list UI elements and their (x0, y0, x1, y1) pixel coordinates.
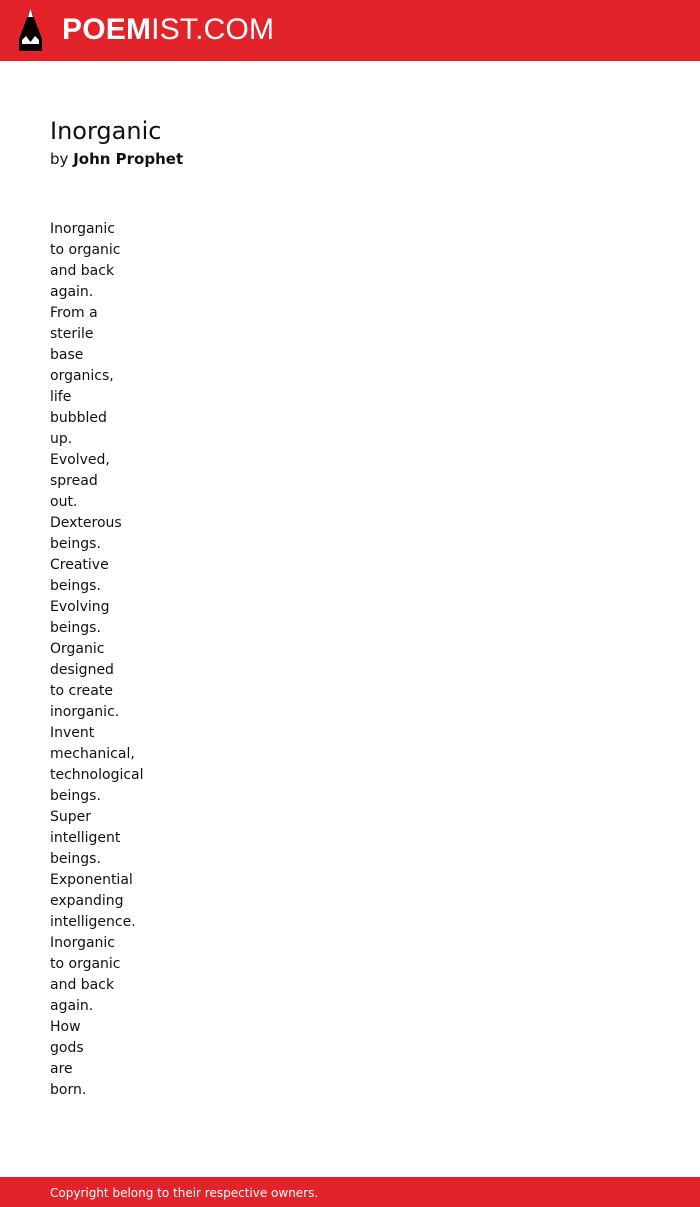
poem-line: Super (50, 809, 92, 825)
poem-line: designed (50, 662, 114, 678)
poem-line: Evolved, (50, 452, 110, 468)
logo-bold-text: POEM (62, 13, 152, 46)
poem-line: beings. (50, 536, 101, 552)
poem-line: Invent (50, 725, 95, 741)
site-header (0, 0, 700, 61)
poem-line: intelligence. (50, 914, 136, 930)
poem-line: up. (50, 431, 73, 447)
poem-title: Inorganic (50, 117, 162, 145)
poem-line: inorganic. (50, 704, 120, 720)
poem-line: mechanical, (50, 746, 135, 762)
poem-line: again. (50, 998, 94, 1014)
poem-line: again. (50, 284, 94, 300)
poem-line: Dexterous (50, 515, 122, 531)
poem-line: Organic (50, 641, 105, 657)
poem-line: organics, (50, 368, 114, 384)
poem-line: and back (50, 263, 115, 279)
author-name: John Prophet (73, 150, 184, 168)
poem-line: to organic (50, 242, 121, 258)
poem-line: Exponential (50, 872, 133, 888)
poem-line: beings. (50, 620, 101, 636)
poem-line: base (50, 347, 84, 363)
poem-line: beings. (50, 851, 101, 867)
copyright-text: Copyright belong to their respective owners. (50, 1186, 319, 1200)
poem-line: sterile (50, 326, 94, 342)
poem-line: From a (50, 305, 98, 321)
poem-line: bubbled (50, 410, 107, 426)
by-label: by (50, 150, 69, 168)
poem-line: Inorganic (50, 221, 116, 237)
poem-line: out. (50, 494, 78, 510)
poem-line: technological (50, 767, 144, 783)
poem-line: beings. (50, 578, 101, 594)
poem-line: Creative (50, 557, 109, 573)
poem-line: gods (50, 1040, 84, 1056)
site-logo[interactable] (62, 12, 274, 48)
poem-line: spread (50, 473, 98, 489)
poem-line: beings. (50, 788, 101, 804)
poem-line: life (50, 389, 72, 405)
site-footer (0, 1177, 700, 1207)
poem-line: Inorganic (50, 935, 116, 951)
poem-line: How (50, 1019, 81, 1035)
poem-line: are (50, 1061, 73, 1077)
poem-line: Evolving (50, 599, 110, 615)
byline (50, 149, 183, 169)
logo-light-text: IST.COM (151, 13, 275, 46)
poem-line: to create (50, 683, 113, 699)
poem-line: intelligent (50, 830, 121, 846)
poem-line: born. (50, 1082, 87, 1098)
poem-line: expanding (50, 893, 124, 909)
poem-body (50, 219, 144, 1101)
pencil-icon[interactable] (18, 9, 43, 51)
poem-line: to organic (50, 956, 121, 972)
poem-line: and back (50, 977, 115, 993)
